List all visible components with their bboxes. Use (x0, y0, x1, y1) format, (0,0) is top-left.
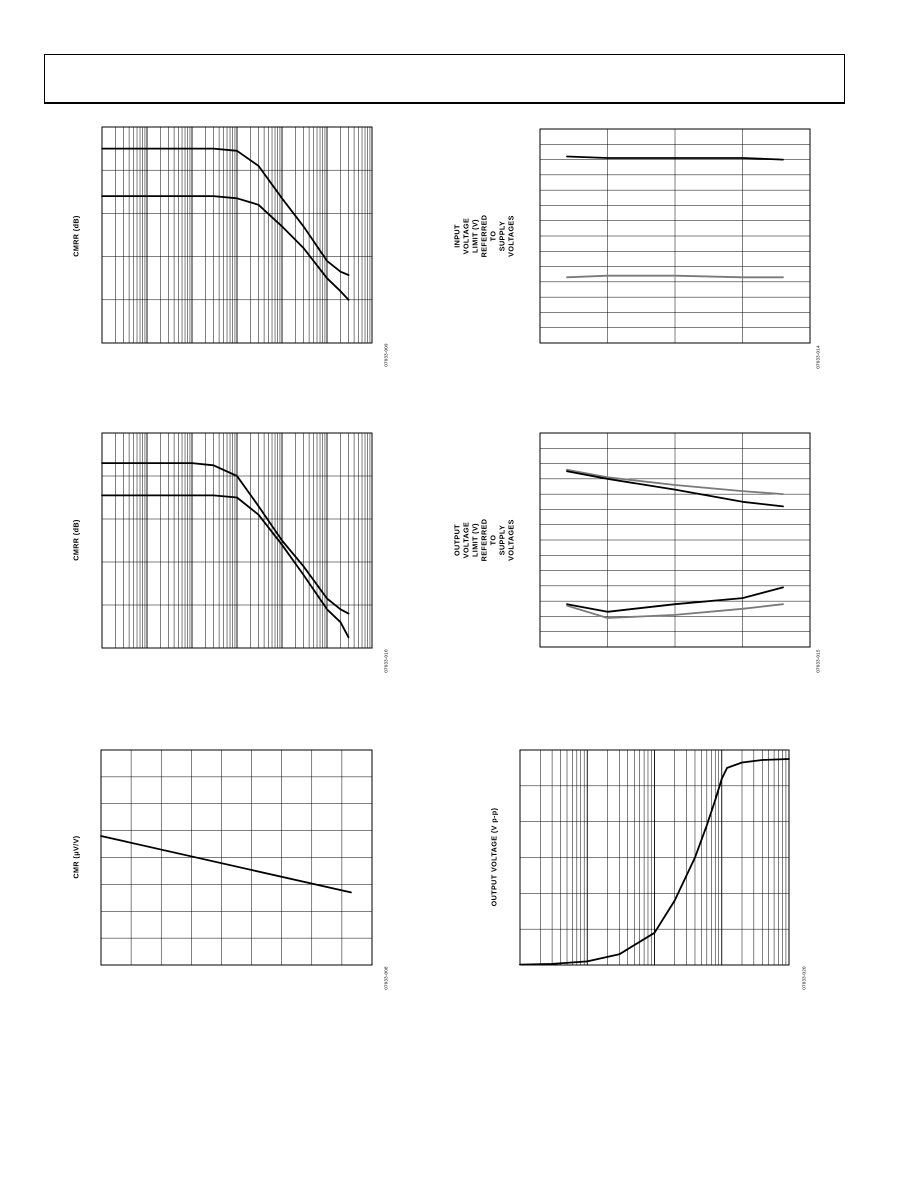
y-axis-label-text: OUTPUT VOLTAGE LIMIT (V) REFERRED TO SUPPLY VOLTAGES (452, 518, 516, 562)
figure-id: 07033-014 (815, 345, 821, 369)
chart-4-plot (540, 433, 810, 647)
y-axis-label: CMR (μV/V) (71, 835, 81, 879)
figure-id: 07033-020 (801, 966, 807, 990)
chart-5-plot (101, 750, 372, 965)
y-axis-label-text: INPUT VOLTAGE LIMIT (V) REFERRED TO SUPPLY VOLTAGES (452, 214, 516, 258)
y-axis-label: OUTPUT VOLTAGE (V p-p) (489, 807, 499, 907)
figure-id: 07033-015 (815, 649, 821, 673)
series-line-2 (102, 495, 349, 637)
chart-1-plot (102, 127, 372, 343)
series-line-1 (101, 836, 351, 892)
figure-id: 07033-010 (383, 649, 389, 673)
y-axis-label: CMRR (dB) (71, 215, 81, 257)
series-line-1 (102, 149, 349, 275)
chart-3-plot (102, 433, 372, 648)
chart-2-plot (540, 129, 810, 343)
figure-id: 07033-008 (383, 966, 389, 990)
chart-6-plot (520, 750, 789, 965)
figure-id: 07033-009 (383, 343, 389, 367)
series-line-2 (102, 196, 349, 300)
series-line-1 (102, 463, 349, 613)
y-axis-label: CMRR (dB) (71, 519, 81, 561)
